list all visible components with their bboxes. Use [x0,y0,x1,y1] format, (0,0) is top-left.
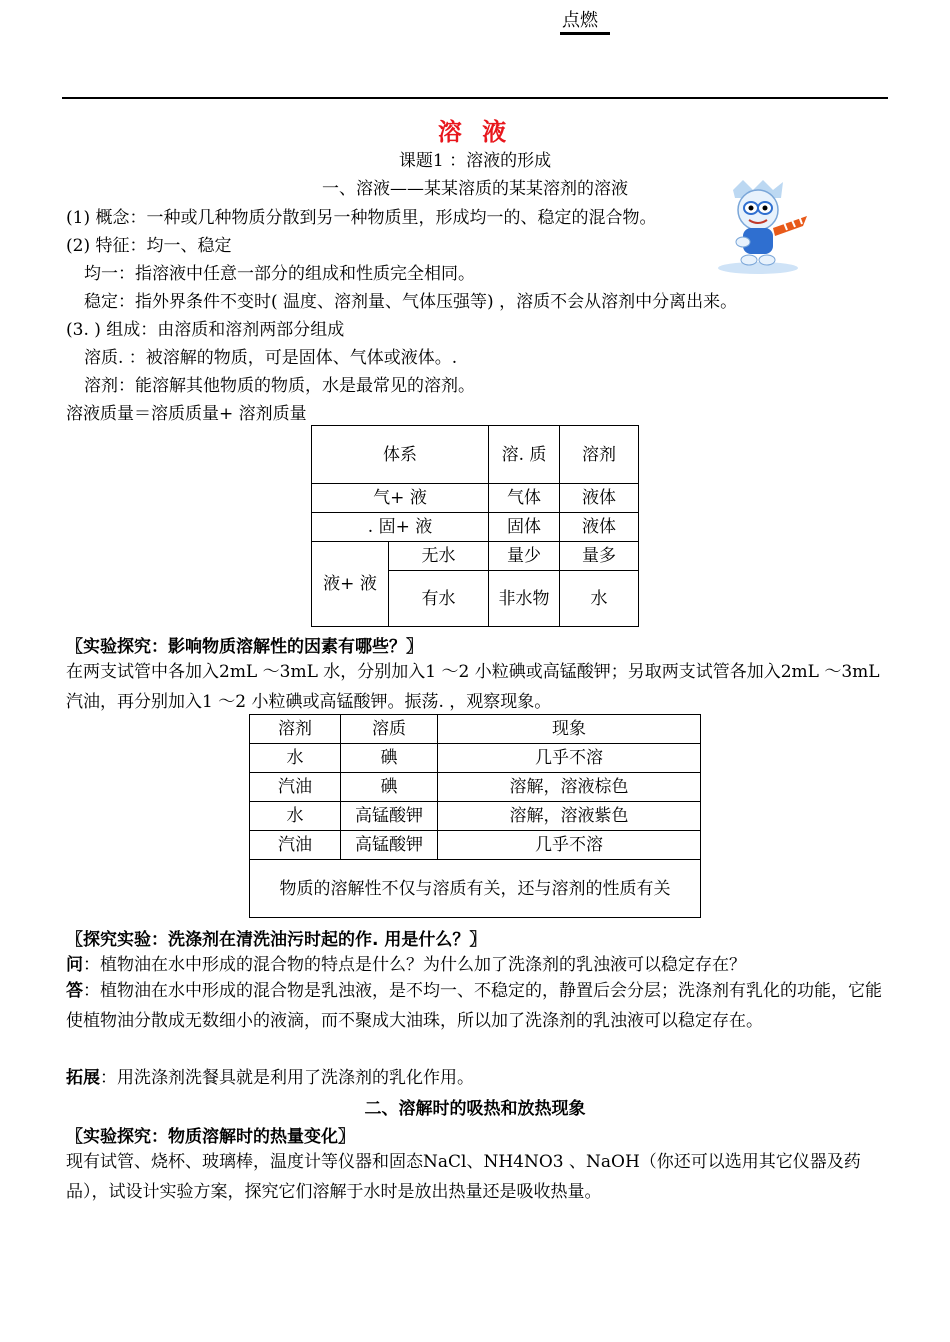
extension-label: 拓展 [66,1068,100,1088]
answer-paragraph [66,976,888,1036]
table1-cell: 液体 [560,513,639,542]
table2-header: 现象 [438,715,701,744]
table2-cell: 几乎不溶 [438,744,701,773]
table2-cell: 水 [250,744,341,773]
stable-line: 稳定：指外界条件不变时( 温度、溶剂量、气体压强等) ，溶质不会从溶剂中分离出来。 [84,292,738,312]
table2-header: 溶质 [341,715,438,744]
table1-cell: 量少 [489,542,560,571]
table1-cell: 气+ 液 [312,484,489,513]
table1-cell: 非水物 [489,571,560,627]
table2-conclusion: 物质的溶解性不仅与溶质有关，还与溶剂的性质有关 [250,860,701,918]
table1-cell: 有水 [389,571,489,627]
top-word-underline [560,32,610,35]
table1-cell: 无水 [389,542,489,571]
system-table [311,425,639,627]
table1-cell: 气体 [489,484,560,513]
lesson-title: 课题1 ：溶液的形成 [398,151,552,171]
exp1-text: 在两支试管中各加入2mL ～3mL 水，分别加入1 ～2 小粒碘或高锰酸钾；另取两支试管各加入2mL ～3mL 汽油，再分别加入1 ～2 小粒碘或高锰酸钾。振荡. ，观察现象。 [66,662,880,712]
table2-cell: 溶解，溶液棕色 [438,773,701,802]
answer-text: ：植物油在水中形成的混合物是乳浊液，是不均一、不稳定的，静置后会分层；洗涤剂有乳化的功能，它能使植物油分散成无数细小的液滴，而不聚成大油珠，所以加了洗涤剂的乳浊液可以稳定存在。 [66,981,882,1031]
table1-cell: 液体 [560,484,639,513]
table2-cell: 高锰酸钾 [341,802,438,831]
table2-cell: 汽油 [250,773,341,802]
table2-cell: 高锰酸钾 [341,831,438,860]
table2-cell: 几乎不溶 [438,831,701,860]
solubility-table [249,714,701,918]
header-rule [62,97,888,99]
table2-cell: 汽油 [250,831,341,860]
table2-cell: 水 [250,802,341,831]
page-title: 溶 液 [437,118,513,146]
solvent-line: 溶剂：能溶解其他物质的物质，水是最常见的溶剂。 [84,376,475,396]
concept-line: (1) 概念：一种或几种物质分散到另一种物质里，形成均一的、稳定的混合物。 [66,208,657,228]
table1-liquid-group: 液+ 液 [312,542,389,627]
solute-line: 溶质. ：被溶解的物质，可是固体、气体或液体。. [84,348,458,368]
question-label: 问 [66,955,83,975]
mascot-illustration [703,176,813,276]
top-word: 点燃 [562,10,598,31]
answer-label: 答 [66,981,83,1001]
composition-line: (3. ) 组成：由溶质和溶剂两部分组成 [66,320,345,340]
table1-header-solvent: 溶剂 [560,426,639,484]
table1-cell: 固体 [489,513,560,542]
section1-heading: 一、溶液——某某溶质的某某溶剂的溶液 [322,179,628,199]
table1-cell: 量多 [560,542,639,571]
feature-line: (2) 特征：均一、稳定 [66,236,232,256]
table2-cell: 溶解，溶液紫色 [438,802,701,831]
section2-heading: 二、溶解时的吸热和放热现象 [364,1099,586,1119]
exp3-heading: 〖实验探究：物质溶解时的热量变化〗 [66,1127,355,1147]
table1-header-solute: 溶. 质 [489,426,560,484]
exp3-text: 现有试管、烧杯、玻璃棒，温度计等仪器和固态NaCl、NH4NO3 、NaOH（你还可以选用其它仪器及药品），试设计实验方案，探究它们溶解于水时是放出热量还是吸收热量。 [66,1152,861,1202]
question-text: ：植物油在水中形成的混合物的特点是什么？为什么加了洗涤剂的乳浊液可以稳定存在？ [83,955,746,975]
extension-paragraph [66,1063,888,1093]
table1-cell: . 固+ 液 [312,513,489,542]
exp1-heading: 〖实验探究：影响物质溶解性的因素有哪些？〗 [66,637,423,657]
table1-header-system: 体系 [312,426,489,484]
table2-cell: 碘 [341,773,438,802]
exp2-heading: 〖探究实验：洗涤剂在清洗油污时起的作. 用是什么？〗 [66,930,487,950]
mass-equation: 溶液质量＝溶质质量+ 溶剂质量 [66,404,307,424]
table2-cell: 碘 [341,744,438,773]
table2-header: 溶剂 [250,715,341,744]
uniform-line: 均一：指溶液中任意一部分的组成和性质完全相同。 [84,264,475,284]
table1-cell: 水 [560,571,639,627]
extension-text: ：用洗涤剂洗餐具就是利用了洗涤剂的乳化作用。 [100,1068,474,1088]
